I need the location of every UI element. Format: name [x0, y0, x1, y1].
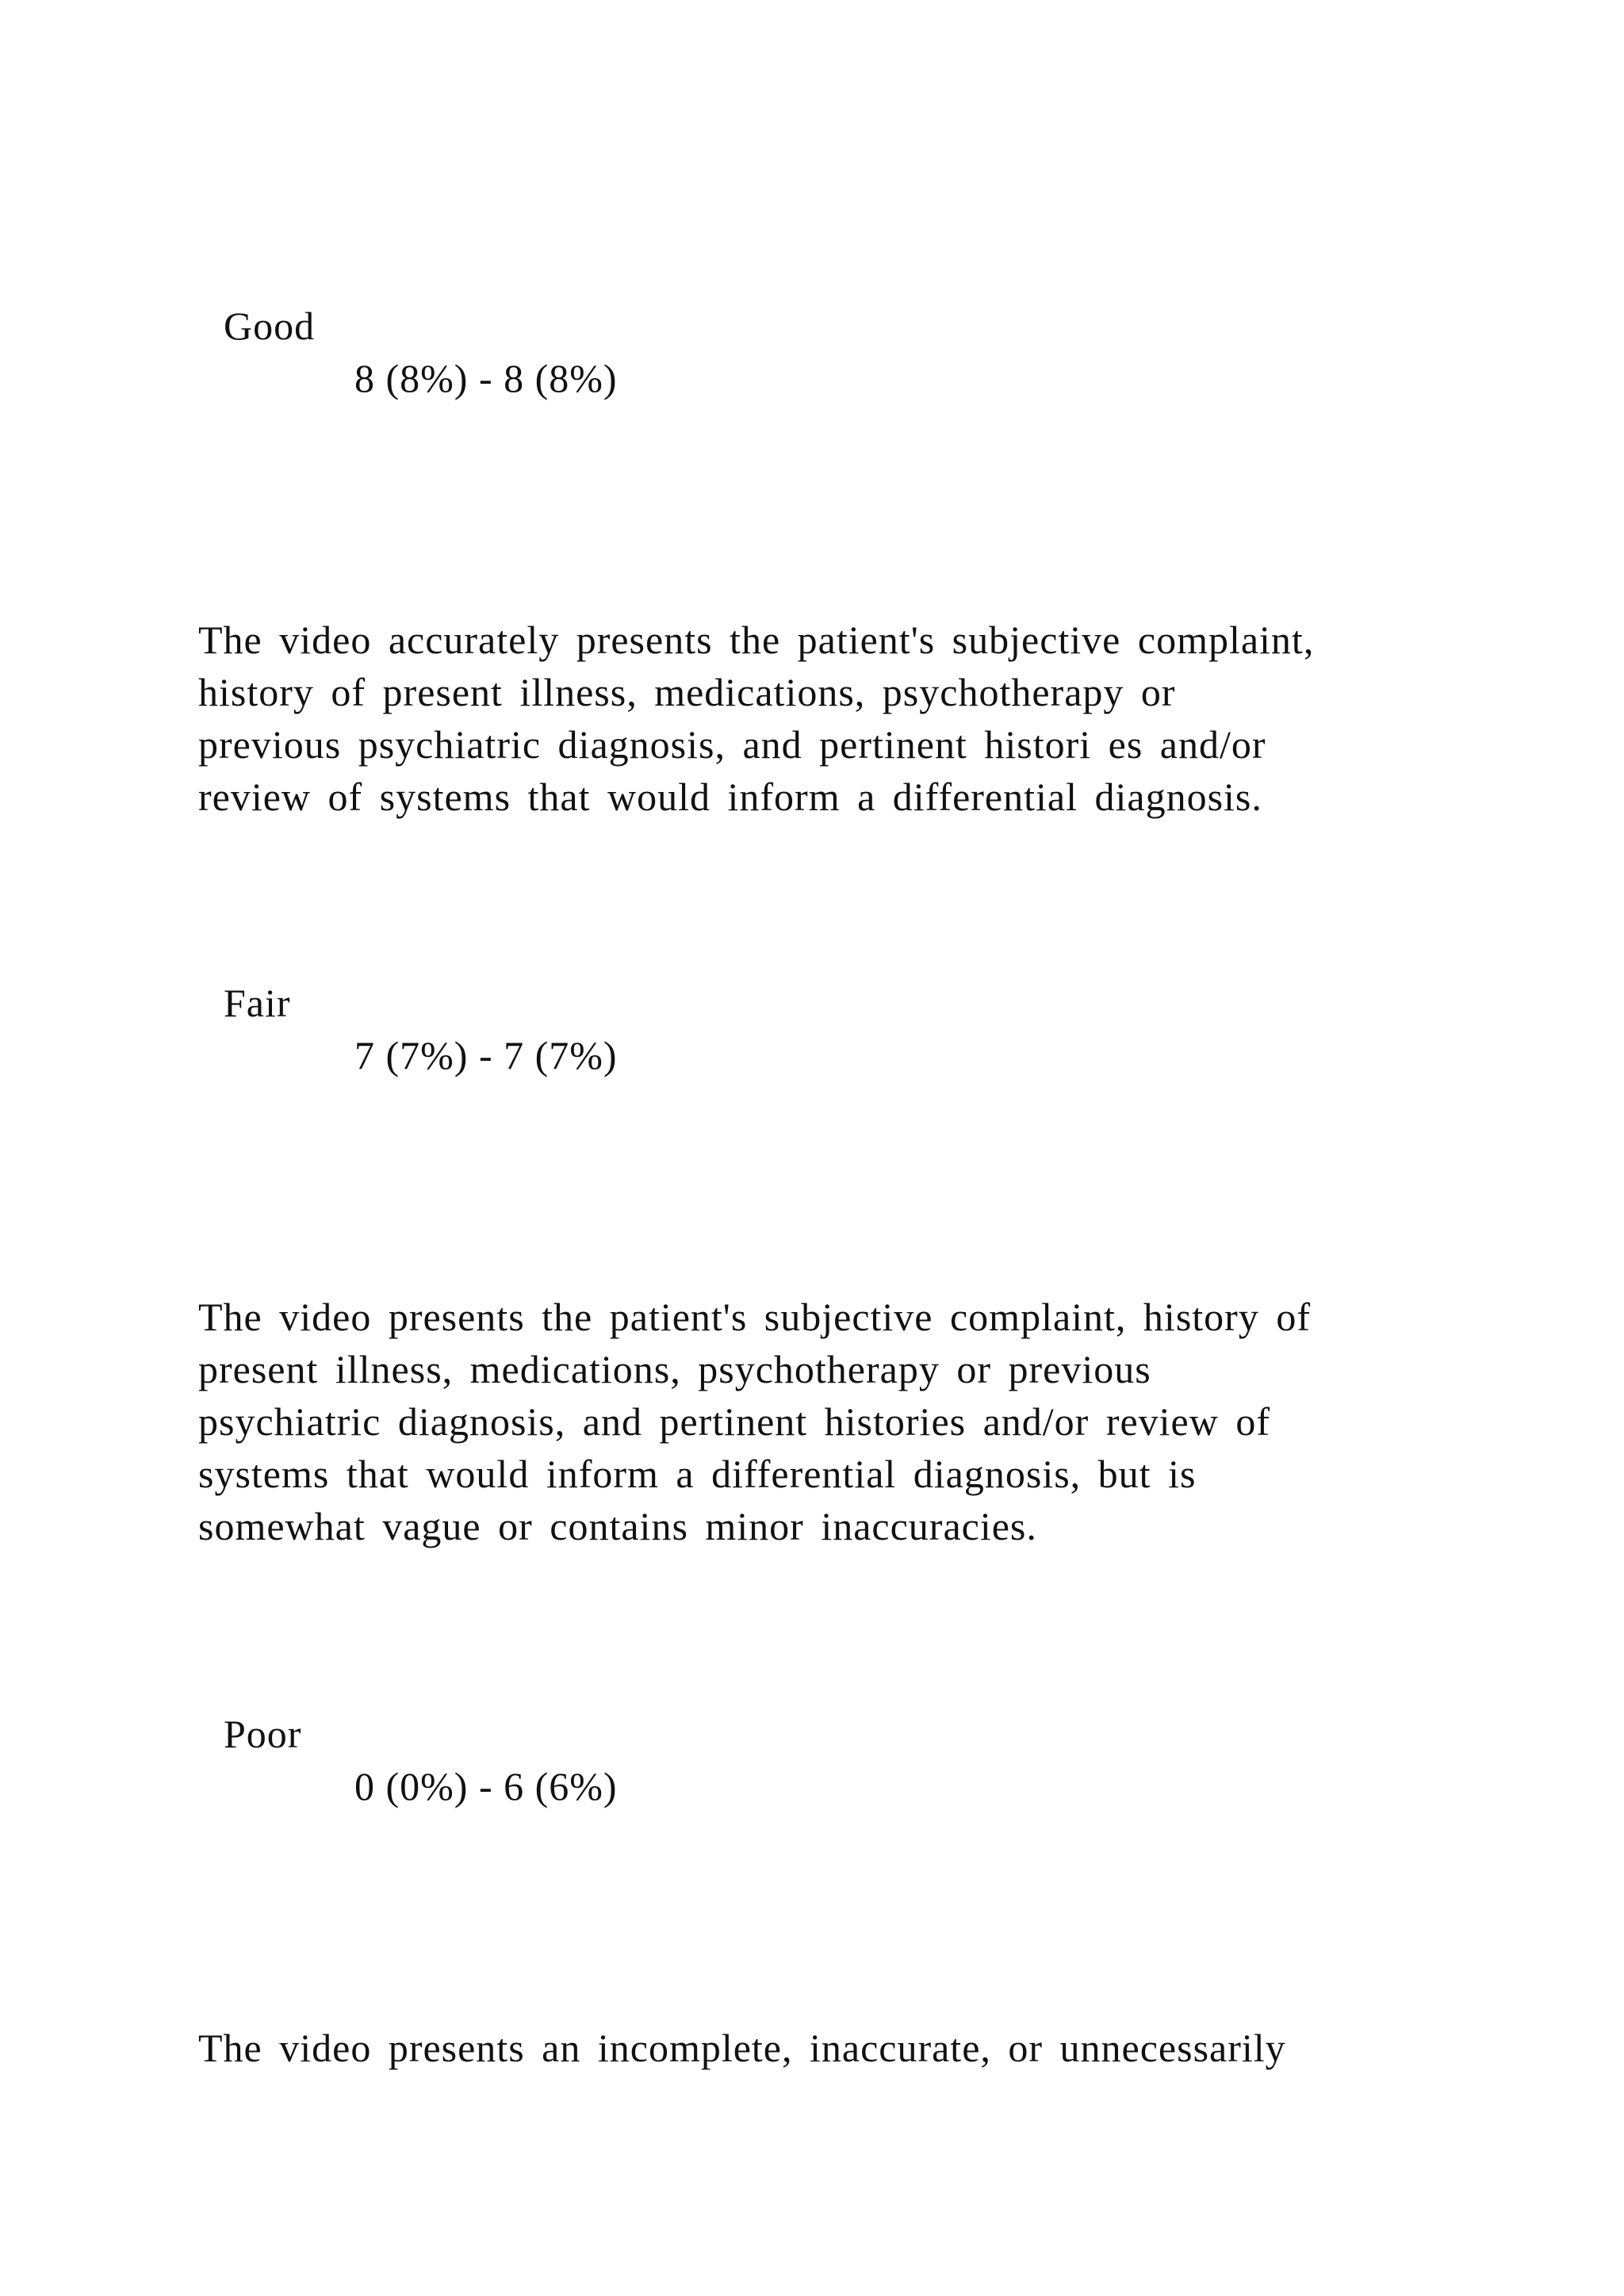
rating-label-good: Good — [224, 304, 316, 348]
description-line: somewhat vague or contains minor inaccuracies. — [198, 1504, 1037, 1548]
description-line: The video presents the patient's subjective complaint, history of — [198, 1295, 1311, 1339]
description-line: review of systems that would inform a differential diagnosis. — [198, 775, 1262, 819]
description-line: The video accurately presents the patient's subjective complaint, — [198, 618, 1315, 662]
description-line: previous psychiatric diagnosis, and pertinent histori es and/or — [198, 722, 1266, 767]
description-line: The video presents an incomplete, inaccurate, or unnecessarily — [198, 2026, 1286, 2070]
description-line: psychiatric diagnosis, and pertinent histories and/or review of — [198, 1399, 1271, 1444]
description-line: systems that would inform a differential diagnosis, but is — [198, 1452, 1197, 1496]
description-line: present illness, medications, psychotherapy or previous — [198, 1347, 1151, 1391]
description-line: history of present illness, medications, psychotherapy or — [198, 670, 1176, 714]
rating-description-poor — [198, 2022, 1499, 2074]
points-range-fair: 7 (7%) - 7 (7%) — [354, 1033, 618, 1077]
points-range-poor: 0 (0%) - 6 (6%) — [354, 1764, 618, 1808]
rating-label-fair: Fair — [224, 981, 291, 1025]
rating-description-fair — [198, 1291, 1499, 1552]
points-range-good: 8 (8%) - 8 (8%) — [354, 356, 618, 400]
rating-description-good — [198, 614, 1499, 823]
rating-label-poor: Poor — [224, 1712, 302, 1756]
